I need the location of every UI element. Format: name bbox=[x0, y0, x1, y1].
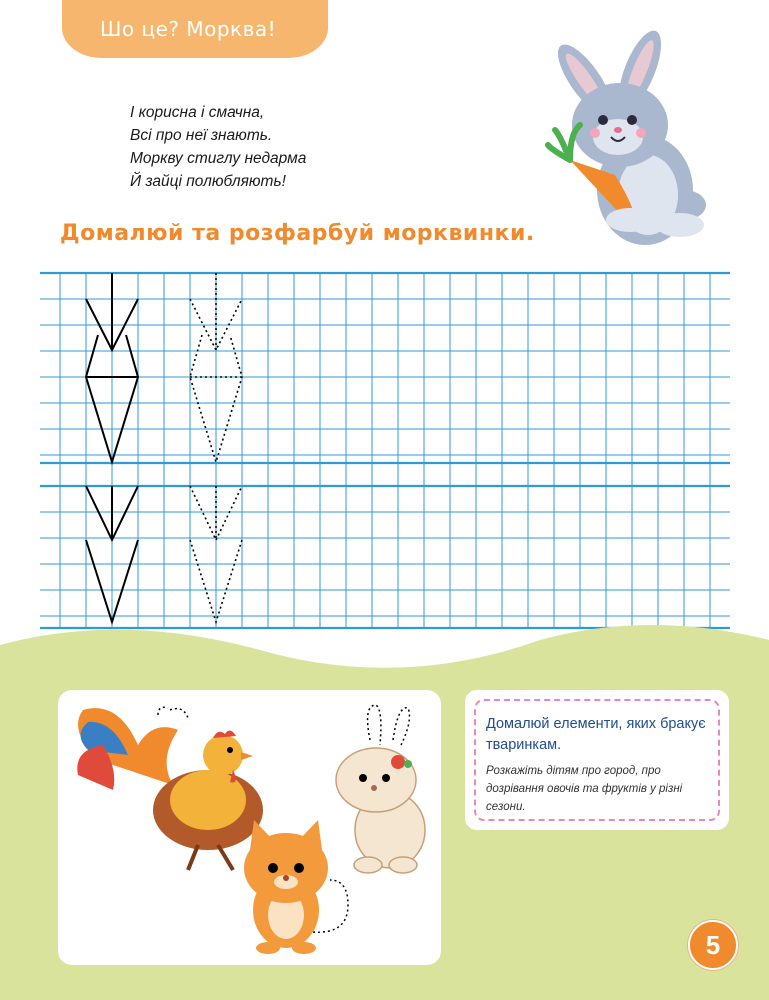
note-title: Домалюй елементи, яких бракує тваринкам. bbox=[486, 716, 706, 753]
bunny-with-carrot-illustration bbox=[540, 25, 720, 255]
poem-line: Моркву стиглу недарма bbox=[130, 150, 307, 167]
note-body: Розкажіть дітям про город, про дозрівання овочів та фруктів у різні сезони. bbox=[486, 765, 683, 813]
poem bbox=[130, 101, 306, 193]
poem-line: Й зайці полюбляють! bbox=[130, 173, 286, 190]
rabbit-illustration bbox=[336, 705, 425, 873]
poem-line: І корисна і смачна, bbox=[130, 104, 265, 121]
poem-line: Всі про неї знають. bbox=[130, 127, 273, 144]
rooster-illustration bbox=[77, 707, 263, 870]
animal-card bbox=[58, 690, 441, 965]
kitten-illustration bbox=[244, 820, 348, 954]
animals-illustration bbox=[58, 690, 441, 965]
page-title: Шо це? Морква! bbox=[100, 17, 277, 41]
task-heading: Домалюй та розфарбуй морквинки. bbox=[60, 221, 535, 246]
drawing-grid[interactable] bbox=[0, 260, 769, 630]
note-card bbox=[465, 690, 729, 830]
page-number: 5 bbox=[688, 920, 738, 970]
title-tab bbox=[62, 0, 328, 58]
